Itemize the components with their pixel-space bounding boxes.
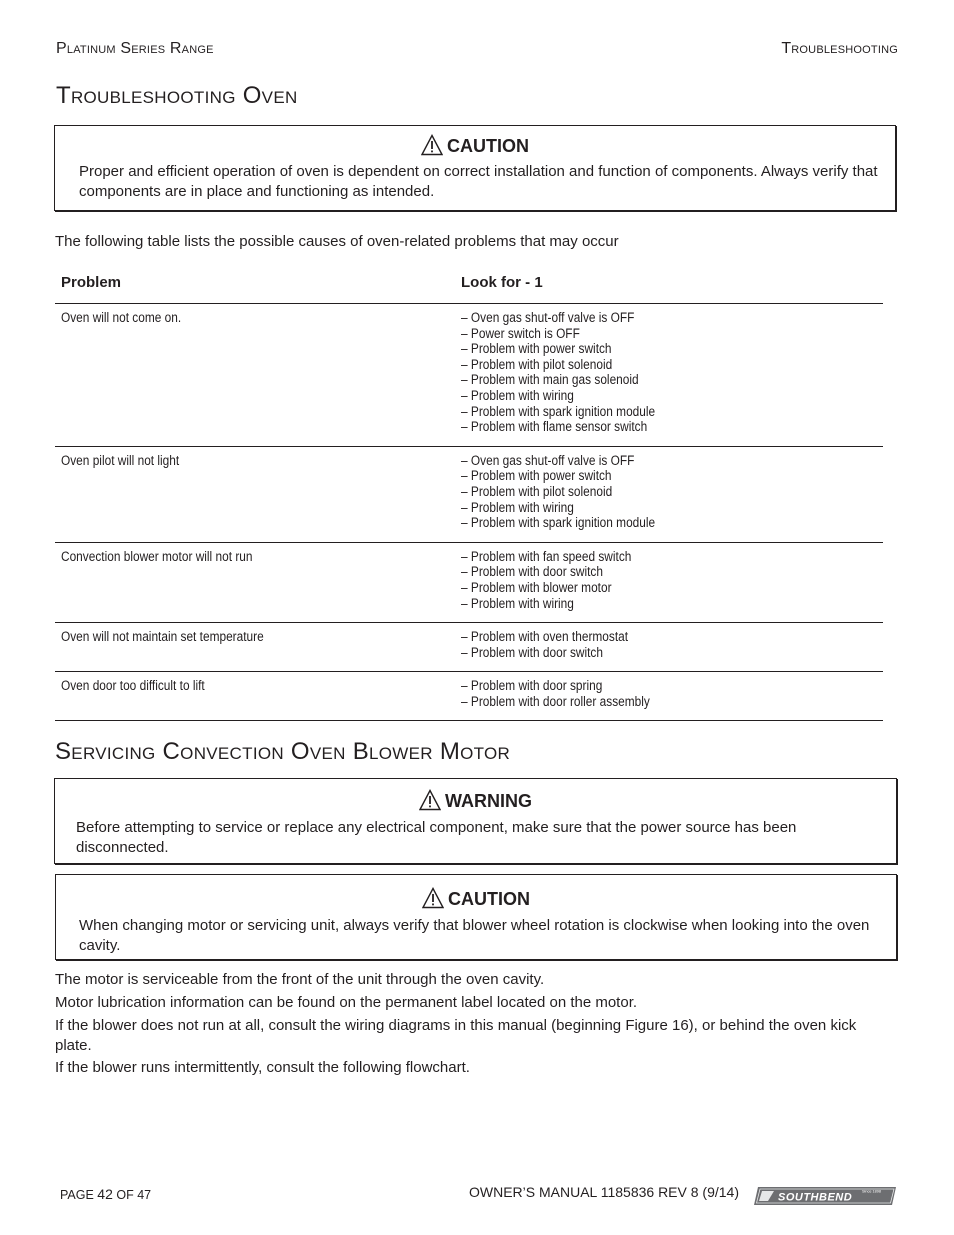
- cause-item: [461, 468, 877, 484]
- warning-triangle-icon: [422, 887, 444, 909]
- cause-item: [461, 549, 877, 565]
- cause-item: [461, 357, 877, 373]
- cause-text: – Problem with pilot solenoid: [461, 483, 613, 499]
- cause-text: – Problem with pilot solenoid: [461, 356, 613, 372]
- cause-text: – Problem with blower motor: [461, 579, 612, 595]
- cause-item: [461, 404, 877, 420]
- caution-heading: [55, 134, 895, 157]
- troubleshooting-table: [55, 268, 883, 721]
- table-row: [55, 446, 883, 542]
- cause-item: [461, 564, 877, 580]
- paragraph-serviceable: The motor is serviceable from the front of the unit through the oven cavity.: [55, 971, 545, 988]
- problem-text: Oven door too difficult to lift: [61, 678, 205, 694]
- cause-text: – Problem with door switch: [461, 564, 603, 580]
- cause-item: [461, 372, 877, 388]
- table-body: [55, 304, 883, 721]
- problem-text: Convection blower motor will not run: [61, 548, 253, 564]
- column-header-look-for: Look for - 1: [455, 268, 883, 304]
- manual-reference: OWNER’S MANUAL 1185836 REV 8 (9/14): [469, 1184, 739, 1200]
- cause-item: [461, 500, 877, 516]
- column-header-problem: Problem: [55, 268, 455, 304]
- problem-cell: [55, 623, 455, 672]
- caution-heading-2: [56, 887, 896, 910]
- table-row: [55, 623, 883, 672]
- section-title-troubleshooting-oven: Troubleshooting Oven: [56, 82, 298, 109]
- southbend-logo: [752, 1186, 898, 1206]
- caution-box: [54, 125, 896, 211]
- problem-text: Oven pilot will not light: [61, 452, 180, 468]
- cause-item: [461, 645, 877, 661]
- section-title-servicing-blower-motor: Servicing Convection Oven Blower Motor: [55, 738, 511, 765]
- problem-text: Oven will not come on.: [61, 310, 182, 325]
- problem-text: Oven will not maintain set temperature: [61, 629, 264, 645]
- cause-text: – Oven gas shut-off valve is OFF: [461, 310, 635, 325]
- cause-text: – Problem with power switch: [461, 341, 612, 357]
- cause-item: [461, 694, 877, 710]
- problem-cell: [55, 672, 455, 721]
- caution-text: Proper and efficient operation of oven is dependent on correct installation and function of components. Always verify that components are in place and functioning as intended.: [79, 163, 878, 200]
- table-intro: The following table lists the possible causes of oven-related problems that may occur: [55, 233, 619, 250]
- problem-cell: [55, 304, 455, 447]
- cause-item: [461, 596, 877, 612]
- cause-item: [461, 453, 877, 469]
- paragraph-wiring-diagrams: If the blower does not run at all, consult the wiring diagrams in this manual (beginning Figure 16), or behind the oven kick plate.: [55, 1017, 857, 1054]
- caution-label-2: CAUTION: [448, 889, 530, 909]
- paragraph-lubrication: Motor lubrication information can be found on the permanent label located on the motor.: [55, 994, 638, 1011]
- table-row: [55, 304, 883, 447]
- cause-text: – Problem with wiring: [461, 595, 574, 611]
- warning-label: WARNING: [445, 791, 532, 811]
- page-number-value: 42: [97, 1186, 113, 1202]
- cause-text: – Oven gas shut-off valve is OFF: [461, 452, 635, 468]
- caution-label: CAUTION: [447, 136, 529, 156]
- logo-wordmark: SOUTHBEND: [778, 1191, 853, 1204]
- cause-text: – Problem with door spring: [461, 678, 603, 694]
- cause-text: – Problem with wiring: [461, 499, 574, 515]
- table-row: [55, 672, 883, 721]
- cause-item: [461, 310, 877, 326]
- cause-item: [461, 580, 877, 596]
- cause-item: [461, 388, 877, 404]
- cause-text: – Problem with main gas solenoid: [461, 372, 639, 388]
- cause-item: [461, 629, 877, 645]
- cause-item: [461, 419, 877, 435]
- warning-heading: [55, 789, 896, 812]
- cause-text: – Problem with door roller assembly: [461, 693, 650, 709]
- warning-triangle-icon: [421, 134, 443, 156]
- caution-text-2: When changing motor or servicing unit, always verify that blower wheel rotation is clockwise when looking into the oven cavity.: [79, 917, 870, 954]
- look-for-cell: [455, 446, 883, 542]
- table-header-row: [55, 268, 883, 304]
- cause-item: [461, 515, 877, 531]
- problem-cell: [55, 542, 455, 622]
- cause-text: – Problem with fan speed switch: [461, 548, 632, 564]
- paragraph-flowchart: If the blower runs intermittently, consult the following flowchart.: [55, 1059, 470, 1076]
- cause-item: [461, 678, 877, 694]
- cause-item: [461, 341, 877, 357]
- warning-triangle-icon: [419, 789, 441, 811]
- caution-box-2: [55, 874, 897, 960]
- cause-item: [461, 484, 877, 500]
- cause-text: – Problem with oven thermostat: [461, 629, 629, 645]
- look-for-cell: [455, 672, 883, 721]
- look-for-cell: [455, 623, 883, 672]
- logo-since: Since 1898: [862, 1189, 881, 1194]
- look-for-cell: [455, 304, 883, 447]
- warning-text: Before attempting to service or replace any electrical component, make sure that the power source has been disconnected.: [76, 819, 797, 856]
- cause-text: – Problem with spark ignition module: [461, 515, 656, 531]
- cause-text: – Problem with flame sensor switch: [461, 419, 648, 435]
- problem-cell: [55, 446, 455, 542]
- cause-text: – Power switch is OFF: [461, 325, 580, 341]
- running-header-right: Troubleshooting: [781, 40, 898, 57]
- cause-text: – Problem with power switch: [461, 468, 612, 484]
- cause-item: [461, 326, 877, 342]
- cause-text: – Problem with spark ignition module: [461, 403, 656, 419]
- cause-text: – Problem with door switch: [461, 644, 603, 660]
- page-suffix: OF 47: [116, 1188, 152, 1202]
- cause-text: – Problem with wiring: [461, 387, 574, 403]
- page-prefix: PAGE: [60, 1188, 94, 1202]
- warning-box: [54, 778, 897, 864]
- look-for-cell: [455, 542, 883, 622]
- southbend-logo-graphic: [752, 1186, 898, 1206]
- running-header-left: Platinum Series Range: [56, 40, 214, 57]
- table-row: [55, 542, 883, 622]
- page-number: [60, 1186, 151, 1202]
